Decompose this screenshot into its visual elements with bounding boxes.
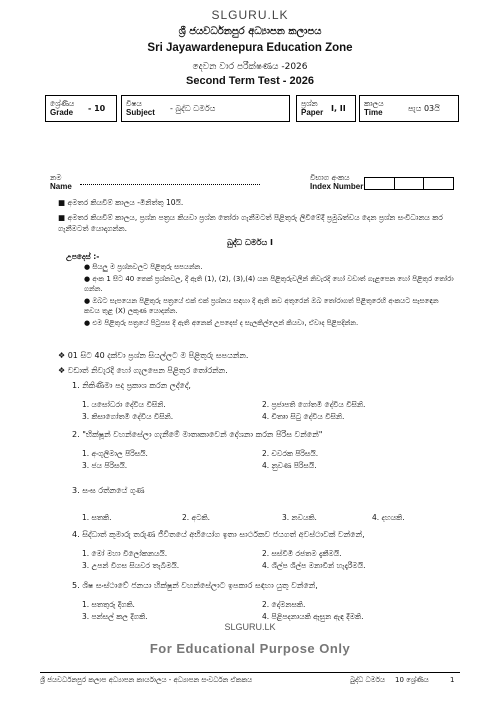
answer-option[interactable]: 1. සතතුරු දිගකි. [82, 600, 135, 609]
grade-label: ශ්‍රේණිය Grade [50, 99, 75, 117]
question-text: 5. ශිෂ සංස්ථාවේ ජනයා හික්ෂුන් වහන්සේලාට ඉපකාර සඳහා යුතු වන්නේ, [72, 581, 318, 590]
answer-option[interactable]: 4. දහයකි. [372, 513, 405, 522]
general-direction: ❖ 01 සිට 40 දක්වා ප්‍රශ්න සියල්ලට ම පිළිතුරු සපයන්න. [58, 351, 249, 360]
name-field[interactable] [80, 184, 260, 185]
answer-option[interactable]: 2. දෝමනසකි. [262, 600, 306, 609]
index-number-field[interactable] [364, 177, 454, 190]
answer-option[interactable]: 3. ජය පිරිසයි. [82, 461, 128, 470]
paper-box [296, 95, 356, 122]
question-text: 2. "භික්ෂූන් වහන්සේලා ගැනීමේ මාතෘකාවෙන් දේශනා කරන පිරිස වන්නේ" [72, 430, 323, 439]
subject-value: - බුද්ධ ධර්මය [170, 104, 216, 113]
instruction-item: ● ඔබට සැපයෙන පිළිතුරු පත්‍රයේ එක් එක් ප්‍රශ්නය සඳහා දී ඇති කව අතුරෙන් ඔබ තෝරාගත් පිළිතුරෙහි අංකයට සැසඳෙන කවය තුළ (X) ලකුණ යොදන්න. [84, 297, 439, 315]
answer-option[interactable]: 3. පන්සල් කල දිගකි. [82, 612, 148, 621]
time-value: පැය 03යි [408, 104, 440, 113]
grade-box [45, 95, 117, 122]
answer-option[interactable]: 2. සස්වීමි රජතම දැකීමයි. [262, 549, 342, 558]
general-direction: ❖ වඩාත් නිවැරදි හෝ ගැලපෙන පිළිතුර තෝරන්න. [58, 366, 228, 375]
name-label: නම Name [50, 173, 72, 191]
answer-option[interactable]: 1. යසෝධරා දේවිය විසිනි. [82, 400, 166, 409]
paper-value: I, II [331, 104, 346, 113]
answer-option[interactable]: 2. අටකි. [182, 513, 211, 522]
zone-title-en: Sri Jayawardenepura Education Zone [147, 42, 353, 54]
question-text: 1. නිකිණිමා පද ප්‍රකාශ කරන ලද්දේ, [72, 381, 191, 390]
answer-option[interactable]: 4. නුවණ පිරිසයි. [262, 461, 317, 470]
zone-title-si: ශ්‍රී ජයවර්ධනපුර අධ්‍යාපන කලාපය [178, 26, 322, 37]
footer-subject: බුද්ධ ධර්මය [350, 676, 386, 684]
answer-option[interactable]: 4. චිතෘා සිටු දේවිය විසිනි. [262, 412, 345, 421]
answer-option[interactable]: 4. පිළිපදනායකි ඈසුන ඇඳ දීමකි. [262, 612, 364, 621]
term-title-en: Second Term Test - 2026 [186, 75, 314, 87]
answer-option[interactable]: 1. අංගුලිමාල පිරිසයි. [82, 449, 148, 458]
part-title: බුද්ධ ධර්මය I [226, 238, 273, 247]
note-item: ■ අමතර කියවීම් කාලය -මිනිත්තු 10යි. [58, 198, 184, 207]
answer-option[interactable]: 1. සතකි. [82, 513, 112, 522]
answer-option[interactable]: 1. මෝ මහා විලෝකනයයි. [82, 549, 168, 558]
instruction-item: ● එම පිළිතුරු පත්‍රයේ පිටුපස දී ඇති අනෙක් උපදෙස් ද සැලකිල්ලෙන් කියවා, ඒවාද පිළිපදින්න. [84, 319, 359, 327]
instruction-item: ● අංක 1 සිට 40 තෙක් ප්‍රශ්නවල, දී ඇති (1), (2), (3),(4) යන පිළිතුරුවලින් නිවැරදි හෝ වඩාත් ගැළපෙන හෝ පිළිතුර තෝරා ගන්න. [84, 275, 454, 293]
watermark-educational: For Educational Purpose Only [149, 641, 351, 656]
answer-option[interactable]: 2. චවරක පිරිසයි. [262, 449, 319, 458]
instructions-title: උපදෙස් :- [66, 252, 100, 261]
term-title-si: දෙවන වාර පරීක්ෂණය -2026 [192, 62, 308, 72]
watermark-slguru: SLGURU.LK [224, 622, 276, 632]
answer-option[interactable]: 3. කිසාගෝතමී දේවිය විසිනි. [82, 412, 174, 421]
answer-option[interactable]: 2. ප්‍රජාපති ගෝතමී දේවිය විසිනි. [262, 400, 366, 409]
footer-office: ශ්‍රී ජයවර්ධනපුර කලාප අධ්‍යාපන කාර්යාලය - අධ්‍යාපන සංවර්ධන ඒකකය [40, 676, 253, 684]
subject-box [121, 95, 290, 122]
paper-label: ප්‍රශ්න Paper [301, 99, 324, 117]
subject-label: විෂය Subject [126, 99, 155, 117]
grade-value: - 10 [88, 104, 106, 113]
time-label: කාලය Time [364, 99, 384, 117]
site-watermark-top: SLGURU.LK [211, 8, 289, 22]
question-text: 3. සංඝ රත්නයේ ගුණ [72, 486, 145, 495]
instructions-list [84, 262, 454, 328]
index-label: විභාග අංකය Index Number [310, 173, 364, 191]
note-item: ■ අමතර කියවීම් කාලය, ප්‍රශ්න පත්‍රය කියවා ප්‍රශ්න තෝරා ගැනීමටත් පිළිතුරු ලිවීමේදී ප්‍රමුඛත්වය දෙන ප්‍රශ්න සංවිධානය කර ගැනීමටත් යොදාගන්න. [58, 213, 443, 233]
time-box [359, 95, 459, 122]
footer-rule [40, 672, 460, 673]
answer-option[interactable]: 3. උපන් විගස සියවර තැබීමයි. [82, 561, 180, 570]
footer-grade: 10 ශ්‍රේණිය [395, 676, 429, 684]
notes [58, 197, 468, 234]
answer-option[interactable]: 4. ශිල්ප ශිල්ප මනාවීන් හැදෑරීමයි. [262, 561, 366, 570]
footer-page-number: 1 [450, 676, 455, 684]
question-text: 4. සිද්ධාත් කුමාරු තරුණ ජීවිතයේ අභියෝග ඉතා සාර්ථකව ජයගත් අවස්ථාවක් වන්නේ, [72, 530, 365, 539]
answer-option[interactable]: 3. නවයකි. [282, 513, 317, 522]
instruction-item: ● සියලු ම ප්‍රශ්නවලට පිළිතුරු සපයන්න. [84, 263, 203, 271]
